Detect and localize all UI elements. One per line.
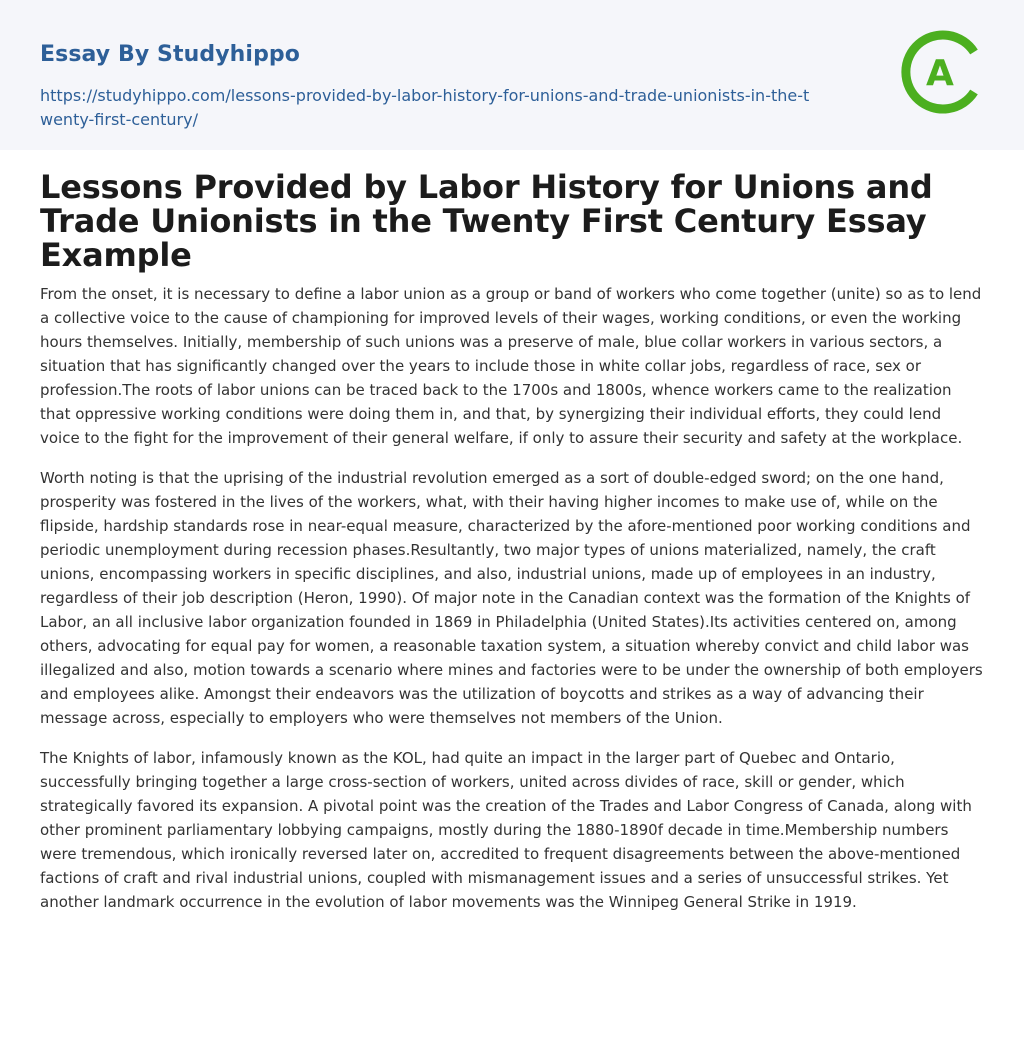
article-title: Lessons Provided by Labor History for Unions and Trade Unionists in the Twenty First Century Essay Example <box>40 168 933 274</box>
source-url-link[interactable]: https://studyhippo.com/lessons-provided-by-labor-history-for-unions-and-trade-unionists-in-the-twenty-first-century/ <box>40 86 810 129</box>
article-paragraph-2: Worth noting is that the uprising of the industrial revolution emerged as a sort of double-edged sword; on the one hand, prosperity was fostered in the lives of the workers, what, with their having higher incomes to make use of, while on the flipside, hardship standards rose in near-equal measure, characterized by the afore-mentioned poor working conditions and periodic unemployment during recession phases.Resultantly, two major types of unions materialized, namely, the craft unions, encompassing workers in specific disciplines, and also, industrial unions, made up of employees in an industry, regardless of their job description (Heron, 1990). Of major note in the Canadian context was the formation of the Knights of Labor, an all inclusive labor organization founded in 1869 in Philadelphia (United States).Its activities centered on, among others, advocating for equal pay for women, a reasonable taxation system, a situation whereby convict and child labor was illegalized and also, motion towards a scenario where mines and factories were to be under the ownership of both employers and employees alike. Amongst their endeavors was the utilization of boycotts and strikes as a way of advancing their message across, especially to employers who were themselves not members of the Union. <box>40 469 983 727</box>
logo-letter: A <box>926 53 954 94</box>
article-paragraph-3: The Knights of labor, infamously known as the KOL, had quite an impact in the larger part of Quebec and Ontario, successfully bringing together a large cross-section of workers, united across divides of race, skill or gender, which strategically favored its expansion. A pivotal point was the creation of the Trades and Labor Congress of Canada, along with other prominent parliamentary lobbying campaigns, mostly during the 1880-1890f decade in time.Membership numbers were tremendous, which ironically reversed later on, accredited to frequent disagreements between the above-mentioned factions of craft and rival industrial unions, coupled with mismanagement issues and a series of unsuccessful strikes. Yet another landmark occurrence in the evolution of labor movements was the Winnipeg General Strike in 1919. <box>40 749 972 911</box>
article <box>0 150 1024 914</box>
studyhippo-logo-icon[interactable] <box>900 30 984 114</box>
article-paragraph-1: From the onset, it is necessary to define a labor union as a group or band of workers who come together (unite) so as to lend a collective voice to the cause of championing for improved levels of their wages, working conditions, or even the working hours themselves. Initially, membership of such unions was a preserve of male, blue collar workers in various sectors, a situation that has significantly changed over the years to include those in white collar jobs, regardless of race, sex or profession.The roots of labor unions can be traced back to the 1700s and 1800s, whence workers came to the realization that oppressive working conditions were doing them in, and that, by synergizing their individual efforts, they could lend voice to the fight for the improvement of their general welfare, if only to assure their security and safety at the workplace. <box>40 285 982 447</box>
site-header <box>0 0 1024 150</box>
site-brand[interactable]: Essay By Studyhippo <box>40 42 300 67</box>
